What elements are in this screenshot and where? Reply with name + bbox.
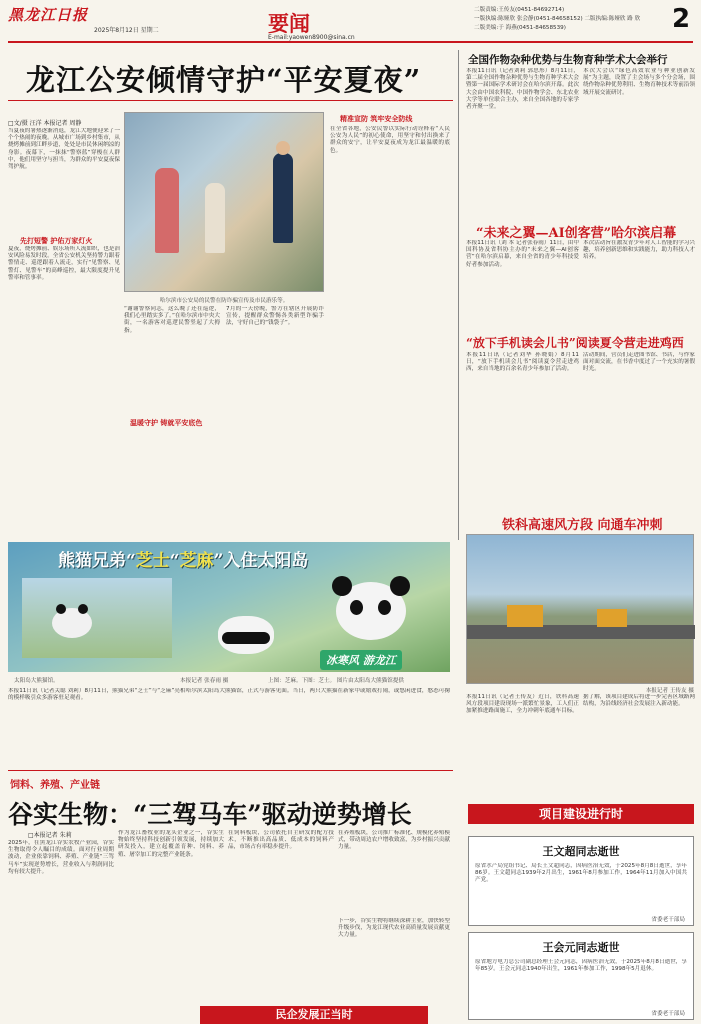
article-paragraph: 本报11日讯（记者刘华 孙晓娟）8月11日，“放下手机读会儿书”阅读夏令营走进鸡西，来自当地的百余名青少年参加了活动。 [466, 352, 579, 373]
editor-line: 一版执编:陈娅欣 张会静(0451-84658152) 二版执编:陈娅欣 路 欣 [474, 16, 641, 22]
editor-credits [474, 6, 674, 33]
economy-byline: □本报记者 朱莉 [28, 832, 72, 839]
lead-paragraph: 夏夜，烧烤摊前、娱乐场所人流如织，也是治安风险易发时段。全省公安机关坚持警力跟着警情走、巡逻跟着人流走，实行“见警察、见警灯、见警车”的高峰巡控，最大限度提升见警率和管事率。 [8, 246, 120, 281]
panda-ear [332, 576, 352, 596]
article-paragraph: 本报11日讯（刘 本 记者张春雨）11日，由中国科协及省科协主办的“未来之翼—AI创客营”在哈尔滨启幕，来自全省的青少年科技爱好者参加活动。 [466, 240, 579, 268]
economy-paragraph: 下一步，谷实生物将继续深耕主业，加快转型升级步伐，为龙江现代农业高质量发展贡献更大力量。 [338, 918, 450, 939]
editor-line: 二版责编:王传友(0451-84692714) [474, 7, 565, 13]
ad-banner: 民企发展正当时 [200, 1006, 428, 1024]
panda-small-photo [198, 602, 298, 658]
lead-paragraph: 在全省各地，公安民警以实际行动诠释着“人民公安为人民”的初心使命，用坚守和付出换来了群众的安宁，让平安夏夜成为龙江最温暖的底色。 [330, 126, 450, 154]
economy-paragraph: 2025年，在黑龙江谷实农牧产业园，谷实生物取得令人瞩目的成绩。面对行业周期波动，企业依靠饲料、养殖、产业链“三驾马车”实现逆势增长，营业收入与利润同比均有较大提升。 [8, 840, 114, 875]
article-paragraph: 活动期间，营员们走进图书馆、书店，与作家面对面交流，在书香中度过了一个充实的暑假时光。 [583, 352, 695, 373]
column-divider [458, 50, 459, 540]
construction-machine [507, 605, 543, 627]
lead-photo-caption: 哈尔滨市公安局的民警在防诈骗宣传及市民游乐等。 [159, 298, 289, 304]
construction-machine [597, 609, 627, 627]
panda-eye-patch [350, 600, 363, 615]
obituary-box [468, 836, 694, 926]
panda-eye-patch [378, 600, 391, 615]
economy-rule [8, 770, 453, 771]
panda-caption-left: 太阳岛大熊猫馆。 [14, 678, 59, 684]
panda-paragraph: 本报11日讯（记者关聪 刘莉）8月11日，熊猫兄弟“芝士”与“芝麻”亮相哈尔滨太阳岛大熊猫馆，正式与游客见面。当日，两只大熊猫在新家中或嬉戏打闹，或悠闲进食，憨态可掬的模样吸引众多游客驻足观看。 [8, 688, 450, 702]
header-rule [8, 41, 693, 43]
obituary-text: 原省地方电力总公司副总经理王会元同志，因病医治无效，于2025年8月8日逝世，享年85岁。王会元同志1940年出生，1961年参加工作，1998年5月退休。 [475, 959, 687, 973]
masthead [8, 4, 178, 34]
panda-title-sep: “ [169, 551, 180, 571]
issue-date: 2025年8月12日 星期二 [94, 27, 159, 34]
panda-ear [390, 576, 410, 596]
economy-paragraph: 作为龙江畜牧业的龙头企业之一，谷实生物始终坚持科技创新引领发展，持续加大研发投入，建立起覆盖育种、饲料、养殖、屠宰加工的完整产业链条。 [118, 830, 224, 858]
article-headline: 铁科高速风方段 向通车冲刺 [502, 518, 663, 533]
article-headline: 全国作物杂种优势与生物育种学术大会举行 [468, 54, 668, 66]
project-bar: 项目建设进行时 [468, 804, 694, 824]
panda-closeup [308, 572, 440, 662]
article-paragraph: 本次大会以“绿色高效农业与种业创新发展”为主题，设置了主会场与多个分会场，围绕作物杂种优势利用、生物育种技术等前沿领域开展交流研讨。 [583, 68, 695, 96]
economy-paragraph: 在养殖板块，公司推广标准化、规模化养殖模式，带动周边农户增收致富，为乡村振兴贡献力量。 [338, 830, 450, 851]
lead-paragraph: 7月的一天傍晚，警方在辖区开展防诈宣传，提醒群众警惕各类新型诈骗手法，守好自己的“钱袋子”。 [226, 306, 324, 327]
panda-caption-credit: 本报记者 张春雨 摄 [180, 678, 229, 684]
article-headline: “放下手机读会儿书”阅读夏令营走进鸡西 [466, 336, 684, 350]
road-surface [467, 625, 695, 639]
obituary-title: 王文超同志逝世 [542, 845, 620, 858]
citizen-figure [155, 168, 179, 253]
lead-paragraph: “谢谢警察同志，这么晚了还在巡逻，我们心里踏实多了。”在哈尔滨市中央大街，一名游客对巡逻民警竖起了大拇指。 [124, 306, 220, 334]
economy-kicker: 饲料、养殖、产业链 [10, 780, 100, 791]
section-email: E-mail:yaowen8900@sina.cn [268, 34, 355, 41]
tourism-badge: 冰寒风 游龙江 [320, 650, 402, 670]
lead-subhead: 精准宣防 筑牢安全防线 [340, 115, 413, 123]
obituary-source: 省委老干部局 [651, 917, 685, 923]
panda-caption-right: 上图：芝麻。下图：芝士。 图片由太阳岛大熊猫馆提供 [268, 678, 405, 684]
police-head [276, 141, 290, 155]
lead-photo [124, 112, 324, 292]
obituary-box [468, 932, 694, 1020]
panda-arms [222, 632, 270, 644]
editor-line: 二版美编:于 海燕(0451-84658539) [474, 25, 566, 31]
article-paragraph: 据了解，该项目建成后将进一步完善区域路网结构，为沿线经济社会发展注入新动能。 [583, 694, 695, 708]
obituary-text: 原省水产局党组书记、局长王文超同志，因病医治无效，于2025年8月8日逝世，享年86岁。王文超同志1939年2月出生，1961年8月参加工作，1964年11月加入中国共产党。 [475, 863, 687, 884]
panda-ear [56, 604, 66, 614]
panda-ear [78, 604, 88, 614]
lead-subhead: 温暖守护 铸就平安底色 [130, 419, 203, 427]
obituary-source: 省委老干部局 [651, 1011, 685, 1017]
article-headline: “未来之翼—AI创客营”哈尔滨启幕 [476, 226, 677, 241]
article-paragraph: 本次活动旨在激发青少年对人工智能的学习兴趣，培养创新思维和实践能力，助力科技人才培养。 [583, 240, 695, 261]
lead-headline: 龙江公安倾情守护“平安夏夜” [26, 63, 422, 97]
section-title: 要闻 [268, 11, 310, 36]
lead-rule [8, 100, 453, 101]
panda-feature [8, 542, 450, 672]
article-paragraph: 本报11日讯（记者王传友）近日，铁科高速风方段项目建设现场一派繁忙景象，工人们正加紧推进路面施工，全力冲刺年底通车目标。 [466, 694, 579, 715]
economy-paragraph: 在饲料板块，公司依托自主研发的配方技术，不断推出高品质、低成本的饲料产品，市场占有率稳步提升。 [228, 830, 334, 851]
panda-house-photo [22, 578, 172, 658]
police-figure [273, 153, 293, 243]
highway-photo-credit: 本报记者 王传友 摄 [645, 688, 694, 694]
page-number: 2 [672, 4, 691, 34]
newspaper-logo: 黑龙江日报 [8, 6, 89, 24]
panda-title-prefix: 熊猫兄弟“ [58, 551, 136, 571]
economy-headline: 谷实生物：“三驾马车”驱动逆势增长 [8, 800, 412, 829]
lead-byline: □文/摄 汪洋 本报记者 周静 [8, 120, 82, 127]
highway-photo [466, 534, 694, 684]
obituary-title: 王会元同志逝世 [542, 941, 620, 954]
panda-name: 芝士 [135, 551, 170, 571]
panda-headline [58, 546, 308, 571]
lead-paragraph: 当夏夜的暑热逐渐消退，龙江大地便迎来了一个个热闹的夜晚。从城市广场到乡村集市，从烧烤摊前到江畔步道，处处是市民休闲纳凉的身影。夜幕下，一抹抹“警察蓝”穿梭在人群中，他们用坚守与担当，为群众的平安夏夜保驾护航。 [8, 128, 120, 171]
article-paragraph: 本报11日讯（记者刘莉 郭思彤）8月11日，第二届全国作物杂种优势与生物育种学术大会暨第一届国际学术研讨会在哈尔滨开幕。此次大会由中国农科院、中国作物学会、东北农业大学等单位联合主办，来自全国各地的专家学者齐聚一堂。 [466, 68, 579, 111]
panda-name: 芝麻 [179, 551, 214, 571]
lead-subhead: 先打短警 护佑万家灯火 [20, 237, 93, 245]
panda-title-suffix: ”入住太阳岛 [213, 551, 309, 571]
citizen-figure [205, 183, 225, 253]
